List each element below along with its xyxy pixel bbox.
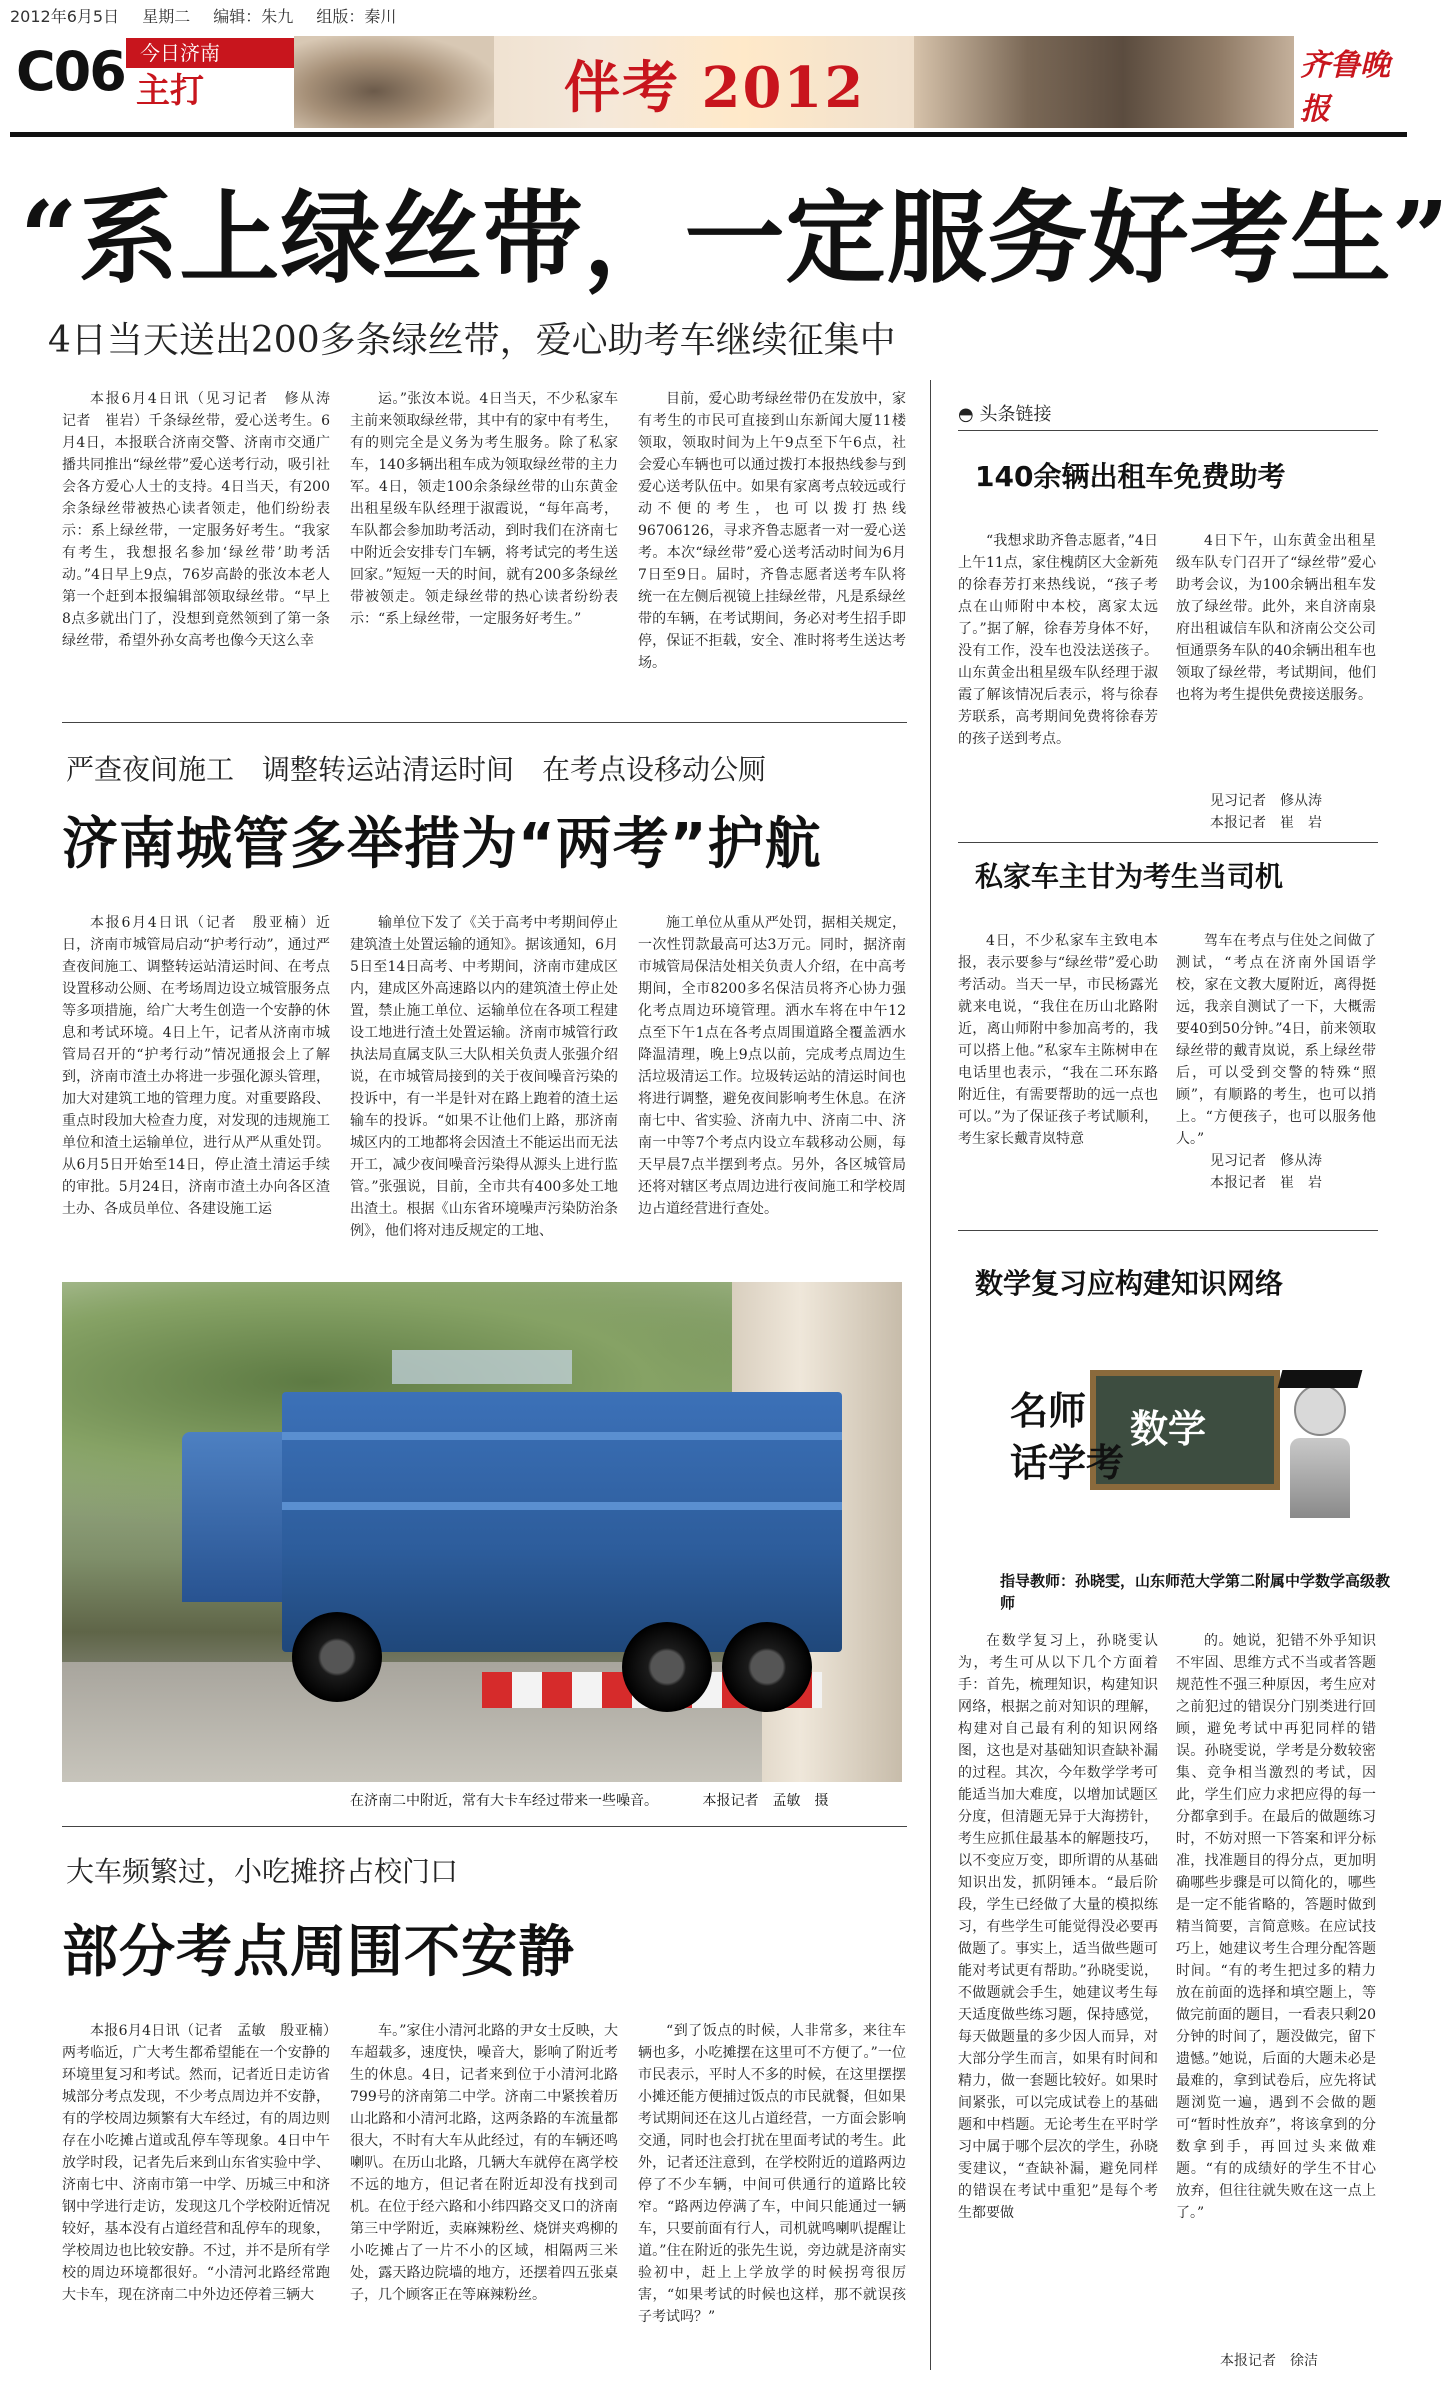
sidebar-story2-col2-text: 驾车在考点与住处之间做了测试，“考点在济南外国语学校，家在文教大厦附近，离得挺远，我亲自测试了一下，大概需要40到50分钟。”4日，前来领取绿丝带的戴青岚说，系上绿丝带后，可以受到交警的特殊“照顾”，有顺路的考生，也可以捎上。“方便孩子，也可以服务他人。” bbox=[1176, 933, 1376, 1147]
guide-teacher-note: 指导教师：孙晓雯，山东师范大学第二附属中学数学高级教师 bbox=[1000, 1572, 1391, 1612]
story3-col2-text: 车。”家住小清河北路的尹女士反映，大车超载多，速度快，噪音大，影响了附近考生的休息。4日，记者来到位于小清河北路799号的济南第二中学。济南二中紧挨着历山北路和小清河北路，这两条路的车流量都很大，不时有大车从此经过，有的车辆还鸣喇叭。在历山北路，几辆大车就停在离学校不远的地方，但记者在附近却没有找到司机。在位于经六路和小纬四路交叉口的济南第三中学附近，卖麻辣粉丝、烧饼夹鸡柳的小吃摊占了一片不小的区域，相隔两三米处，露天路边院墙的地方，还摆着四五张桌子，几个顾客正在等麻辣粉丝。 bbox=[350, 2023, 618, 2303]
main-headline: “系上绿丝带，一定服务好考生” bbox=[20, 179, 1450, 297]
story3-col3 bbox=[638, 2020, 906, 2370]
sidebar-story3-headline: 数学复习应构建知识网络 bbox=[975, 1267, 1284, 1300]
figure-body bbox=[1290, 1438, 1350, 1518]
story2-col1-text: 本报6月4日讯（记者 殷亚楠）近日，济南市城管局启动“护考行动”，通过严查夜间施工、调整转运站清运时间、在考点设置移动公厕、在考场周边设立城管服务点等多项措施，给广大考生创造一个安静的休息和考试环境。4日上午，记者从济南市城管局召开的“护考行动”情况通报会上了解到，济南市渣土办将进一步强化源头管理，加大对建筑工地的管理力度。对重要路段、重点时段加大检查力度，对发现的违规施工单位和渣土运输单位，进行从严从重处罚。从6月5日开始至14日，停止渣土清运手续的审批。5月24日，济南市渣土办向各区渣土办、各成员单位、各建设施工运 bbox=[62, 915, 330, 1217]
story2-kicker: 严查夜间施工 调整转运站清运时间 在考点设移动公厕 bbox=[66, 753, 767, 786]
teacher-graphic bbox=[980, 1340, 1380, 1540]
story2-col2 bbox=[350, 912, 618, 1272]
section-top-label: 今日济南 bbox=[126, 38, 294, 68]
chalkboard-text: 数学 bbox=[1130, 1407, 1207, 1451]
story2-col3 bbox=[638, 912, 906, 1272]
sidebar-story1-col2-text: 4日下午，山东黄金出租星级车队专门召开了“绿丝带”爱心助考会议，为100余辆出租车发放了绿丝带。此外，来自济南泉府出租诚信车队和济南公交公司恒通票务车队的40余辆出租车也领取了绿丝带，考试期间，他们也将为考生提供免费接送服务。 bbox=[1176, 533, 1376, 703]
sidebar-story2-headline: 私家车主甘为考生当司机 bbox=[975, 860, 1284, 893]
newspaper-logo: 齐鲁晚报 bbox=[1300, 48, 1390, 127]
truck-stripe-lower bbox=[282, 1502, 842, 1510]
sidebar-story1-byline bbox=[1210, 790, 1322, 834]
sidebar-story2-byline bbox=[1210, 1150, 1322, 1194]
photo-caption-text: 在济南二中附近，常有大卡车经过带来一些噪音。 bbox=[350, 1793, 658, 1809]
story3-col3-text: “到了饭点的时候，人非常多，来往车辆也多，小吃摊摆在这里可不方便了。”一位市民表示，平时人不多的时候，在这里摆摆小摊还能方便捕过饭点的市民就餐，但如果考试期间还在这儿占道经营，一方面会影响交通，同时也会打扰在里面考试的考生。此外，记者还注意到，在学校附近的道路两边停了不少车辆，中间可供通行的道路比较窄。“路两边停满了车，中间只能通过一辆车，只要前面有行人，司机就鸣喇叭提醒让道。”住在附近的张先生说，旁边就是济南实验初中，赶上上学放学的时候拐弯很厉害，“如果考试的时候也这样，那不就误孩子考试吗？” bbox=[638, 2023, 906, 2325]
sidebar-story1-col2 bbox=[1176, 530, 1376, 780]
sidebar-rule-1 bbox=[958, 430, 1378, 431]
main-story-col1 bbox=[62, 388, 344, 708]
main-story-col2 bbox=[350, 388, 618, 708]
story2-col2-text: 输单位下发了《关于高考中考期间停止建筑渣土处置运输的通知》。据该通知，6月5日至14日高考、中考期间，济南市建成区内，建成区外高速路以内的建筑渣土停止处置，禁止施工单位、运输单位在各项工程建设工地进行渣土处置运输。济南市城管行政执法局直属支队三大队相关负责人张强介绍说，在市城管局接到的关于夜间噪音污染的投诉中，有一半是针对在路上跑着的渣土运输车的投诉。“如果不让他们上路，那济南城区内的工地都将会因渣土不能运出而无法开工，减少夜间噪音污染得从源头上进行监管。”张强说，目前，全市共有400多处工地出渣土。根据《山东省环境噪声污染防治条例》，他们将对违反规定的工地、 bbox=[350, 915, 618, 1239]
photo-truck bbox=[282, 1392, 842, 1652]
date-text: 2012年6月5日 bbox=[10, 7, 120, 26]
main-subhead: 4日当天送出200多条绿丝带，爱心助考车继续征集中 bbox=[48, 320, 896, 361]
truck-wheel bbox=[722, 1622, 812, 1712]
sidebar-tag bbox=[958, 400, 1051, 426]
story3-col1 bbox=[62, 2020, 330, 2370]
graphic-title-line1: 名师 bbox=[1010, 1389, 1087, 1433]
sidebar-story3-byline: 本报记者 徐洁 bbox=[1220, 2353, 1318, 2369]
sidebar-story3-col1-text: 在数学复习上，孙晓雯认为，考生可从以下几个方面着手：首先，梳理知识，构建知识网络，根据之前对知识的理解，构建对自己最有利的知识网络图，这也是对基础知识查缺补漏的过程。其次，今年数学学考可能适当加大难度，以增加试题区分度，但清题无异于大海捞针，考生应抓住最基本的解题技巧，以不变应万变，即所谓的从基础知识出发，抓阴锤本。“最后阶段，学生已经做了大量的模拟练习，有些学生可能觉得没必要再做题了。事实上，适当做些题可能对考试更有帮助。”孙晓雯说，不做题就会手生，她建议考生每天适度做些练习题，保持感觉，每天做题量的多少因人而异，对大部分学生而言，如果有时间和精力，做一套题比较好。如果时间紧张，可以完成试卷上的基础题和中档题。无论考生在平时学习中属于哪个层次的学生，孙晓雯建议，“查缺补漏，避免同样的错误在考试中重犯”是每个考生都要做 bbox=[958, 1633, 1158, 2221]
sidebar-tag-label: 头条链接 bbox=[979, 404, 1052, 425]
story2-col3-text: 施工单位从重从严处罚，据相关规定，一次性罚款最高可达3万元。同时，据济南市城管局保洁处相关负责人介绍，在中高考期间，全市8200多名保洁员将齐心协力强化考点周边环境管理。洒水车将在中午12点至下午1点在各考点周围道路全覆盖洒水降温清理，晚上9点以前，完成考点周边生活垃圾清运工作。垃圾转运站的清运时间也将进行调整，避免夜间影响考生休息。在济南七中、省实验、济南九中、济南二中、济南一中等7个考点内设立车载移动公厕，每天早晨7点半摆到考点。另外，各区城管局还将对辖区考点周边进行夜间施工和学校周边占道经营进行查处。 bbox=[638, 915, 906, 1217]
byline-line: 见习记者 修从涛 bbox=[1210, 1153, 1322, 1169]
editor-text: 编辑：朱九 bbox=[213, 7, 294, 26]
sidebar-story3-col2 bbox=[1176, 1630, 1376, 2345]
photo-credit: 本报记者 孟敏 摄 bbox=[702, 1793, 829, 1809]
truck-photo bbox=[62, 1282, 902, 1782]
sidebar-story2-col2 bbox=[1176, 930, 1376, 1150]
page-code: C06 bbox=[16, 40, 125, 103]
sidebar-rule-3 bbox=[958, 1230, 1378, 1231]
sidebar-story3-col2-text: 的。她说，犯错不外乎知识不牢固、思维方式不当或者答题规范性不强三种原因，考生应对之前犯过的错误分门别类进行回顾，避免考试中再犯同样的错误。孙晓雯说，学考是分数较密集、竞争相当激烈的考试，因此，学生们应力求把应得的每一分都拿到手。在最后的做题练习时，不妨对照一下答案和评分标准，找准题目的得分点，更加明确哪些步骤是可以简化的，哪些是一定不能省略的，答题时做到精当简要，言简意赅。在应试技巧上，她建议考生合理分配答题时间。“有的考生把过多的精力放在前面的选择和填空题上，等做完前面的题目，一看表只剩20分钟的时间了，题没做完，留下遗憾。”她说，后面的大题未必是最难的，拿到试卷后，应先将试题浏览一遍，遇到不会做的题可“暂时性放弃”，将该拿到的分数拿到手，再回过头来做难题。“有的成绩好的学生不甘心放弃，但往往就失败在这一点上了。” bbox=[1176, 1633, 1376, 2221]
banner-photo-left bbox=[294, 36, 494, 128]
sidebar-story3-col1 bbox=[958, 1630, 1158, 2370]
story2-col1 bbox=[62, 912, 330, 1272]
story-divider-1 bbox=[62, 722, 907, 723]
main-story-col3-text: 目前，爱心助考绿丝带仍在发放中，家有考生的市民可直接到山东新闻大厦11楼领取，领取时间为上午9点至下午6点，社会爱心车辆也可以通过拨打本报热线参与到爱心送考队伍中。如果有家离考点较远或行动不便的考生，也可以拨打热线96706126，寻求齐鲁志愿者一对一爱心送考。本次“绿丝带”爱心送考活动时间为6月7日至9日。届时，齐鲁志愿者送考车队将统一在左侧后视镜上挂绿丝带，凡是系绿丝带的车辆，在考试期间，务必对考生招手即停，保证不拒载，安全、准时将考生送达考场。 bbox=[638, 391, 906, 671]
truck-wheel bbox=[292, 1612, 382, 1702]
banner-title: 伴考 2012 bbox=[564, 55, 866, 121]
sidebar-story1-col1-text: “我想求助齐鲁志愿者，”4日上午11点，家住槐荫区大金新苑的徐春芳打来热线说，“孩子考点在山师附中本校，离家太远了。”据了解，徐春芳身体不好，没有工作，没车也没法送孩子。山东黄金出租星级车队经理于淑霞了解该情况后表示，将与徐春芳联系，高考期间免费将徐春芳的孩子送到考点。 bbox=[958, 533, 1158, 747]
story2-headline: 济南城管多举措为“两考”护航 bbox=[62, 812, 822, 877]
byline-line: 见习记者 修从涛 bbox=[1210, 793, 1322, 809]
teacher-figure-icon bbox=[1280, 1370, 1360, 1520]
page-info-line bbox=[10, 4, 414, 27]
section-main-label: 主打 bbox=[136, 71, 204, 111]
sidebar-story1-col1 bbox=[958, 530, 1158, 860]
graduation-cap-icon bbox=[1278, 1370, 1363, 1388]
sidebar-story2-col1-text: 4日，不少私家车主致电本报，表示要参与“绿丝带”爱心助考活动。当天一早，市民杨露光就来电说，“我住在历山北路附近，离山师附中参加高考的，我可以搭上他。”私家车主陈树申在电话里也表示，“我在二环东路附近住，有需要帮助的远一点也可以。”为了保证孩子考试顺利，考生家长戴青岚特意 bbox=[958, 933, 1158, 1147]
truck-stripe bbox=[282, 1432, 842, 1440]
layout-text: 组版：秦川 bbox=[316, 7, 397, 26]
main-story-col1-text: 本报6月4日讯（见习记者 修从涛 记者 崔岩）千条绿丝带，爱心送考生。6月4日，本报联合济南交警、济南市交通广播共同推出“绿丝带”爱心送考行动，吸引社会各方爱心人士的支持。4日当天，有200余条绿丝带被热心读者领走，他们纷纷表示：系上绿丝带，一定服务好考生。“我家有考生，我想报名参加‘绿丝带’助考活动。”4日早上9点，76岁高龄的张汝本老人第一个赶到本报编辑部领取绿丝带。“早上8点多就出门了，没想到竟然领到了第一条绿丝带，希望外孙女高考也像今天这么幸 bbox=[62, 391, 344, 649]
weekday-text: 星期二 bbox=[142, 7, 191, 26]
graphic-title-line2: 话学考 bbox=[1010, 1441, 1125, 1485]
main-story-col3 bbox=[638, 388, 906, 708]
byline-line: 本报记者 崔 岩 bbox=[1210, 1175, 1322, 1191]
sidebar-rule-2 bbox=[958, 842, 1378, 843]
column-divider bbox=[930, 380, 931, 2370]
section-tag bbox=[126, 38, 294, 116]
story3-col1-text: 本报6月4日讯（记者 孟敏 殷亚楠）两考临近，广大考生都希望能在一个安静的环境里复习和考试。然而，记者近日走访省城部分考点发现，不少考点周边并不安静，有的学校周边频繁有大车经过，有的周边则存在小吃摊占道或乱停车等现象。4日中午放学时段，记者先后来到山东省实验中学、济南七中、济南市第一中学、历城三中和济钢中学进行走访，发现这几个学校附近情况较好，基本没有占道经营和乱停车的现象，学校周边也比较安静。不过，并不是所有学校的周边环境都很好。“小清河北路经常跑大卡车，现在济南二中外边还停着三辆大 bbox=[62, 2023, 330, 2303]
story3-kicker: 大车频繁过，小吃摊挤占校门口 bbox=[66, 1855, 459, 1888]
photo-caption bbox=[350, 1790, 828, 1810]
photo-blurred-plate bbox=[392, 1350, 572, 1384]
byline-line: 本报记者 崔 岩 bbox=[1210, 815, 1322, 831]
sidebar-story2-col1 bbox=[958, 930, 1158, 1200]
half-circle-icon: ◓ bbox=[958, 404, 974, 425]
top-rule bbox=[10, 132, 1407, 137]
main-story-col2-text: 运。”张汝本说。4日当天，不少私家车主前来领取绿丝带，其中有的家中有考生，有的则完全是义务为考生服务。除了私家车，140多辆出租车成为领取绿丝带的主力军。4日，领走100余条绿丝带的山东黄金出租星级车队经理于淑霞说，“每年高考，车队都会参加助考活动，到时我们在济南七中附近会安排专门车辆，将考试完的考生送回家。”短短一天的时间，就有200多条绿丝带被领走。领走绿丝带的热心读者纷纷表示：“系上绿丝带，一定服务好考生。” bbox=[350, 391, 618, 627]
banner-photo-right bbox=[914, 36, 1294, 128]
story-divider-2 bbox=[62, 1826, 907, 1827]
banner bbox=[294, 36, 1294, 128]
sidebar-story1-headline: 140余辆出租车免费助考 bbox=[975, 460, 1286, 493]
figure-head bbox=[1294, 1384, 1346, 1436]
story3-col2 bbox=[350, 2020, 618, 2370]
story3-headline: 部分考点周围不安静 bbox=[62, 1920, 575, 1985]
truck-wheel bbox=[622, 1622, 712, 1712]
